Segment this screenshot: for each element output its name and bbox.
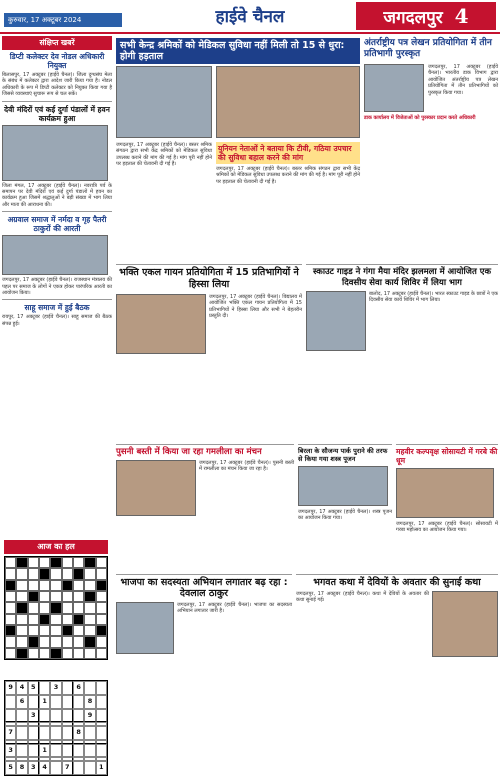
story-8-photo bbox=[432, 591, 498, 657]
side-story-title: अग्रवाल समाज में नर्मदा व गृह पैतरी ठाकुरों की आरती bbox=[7, 215, 107, 234]
sudoku-cell: 7 bbox=[5, 726, 16, 740]
right-story bbox=[364, 38, 498, 121]
sudoku-cell: 6 bbox=[16, 695, 27, 709]
story-3-text: बालोद, 17 अक्टूबर (हाईवे चैनल)। भारत स्काउट गाइड के छात्रों ने एक दिवसीय सेवा कार्य शिविर में भाग लिया। bbox=[369, 291, 498, 304]
sudoku-cell bbox=[5, 709, 16, 723]
side-story-title: डिप्टी कलेक्टर देव नोडल अधिकारी नियुक्त bbox=[9, 52, 105, 70]
story-7 bbox=[116, 574, 292, 657]
story-4 bbox=[116, 444, 294, 519]
sudoku-cell: 6 bbox=[73, 681, 84, 695]
story-5-text: जगदलपुर, 17 अक्टूबर (हाईवे चैनल)। शस्त्र पूजन का आयोजन किया गया। bbox=[298, 509, 392, 522]
lead-headline: सभी केन्द्र श्रमिकों को मेडिकल सुविधा नहीं मिली तो 15 से धुरा: होगी हड़ताल bbox=[116, 38, 360, 64]
side-story-text: जिला मंगल, 17 अक्टूबर (हाईवे चैनल)। नवरात्रि पर्व के समापन पर देवी मंदिरों एवं कई दुर्गा पंडालों में हवन का कार्यक्रम हुआ जिसमें श्रद्धालुओं ने बड़ी संख्या में भाग लिया और माता की आराधना की। bbox=[2, 182, 112, 208]
right-caption: डाक कार्यालय में विजेताओं को पुरस्कार प्रदान करते अधिकारी bbox=[364, 115, 476, 121]
sudoku-cell: 3 bbox=[28, 709, 39, 723]
crossword-title: आज का हल bbox=[4, 540, 108, 554]
sudoku-cell bbox=[5, 695, 16, 709]
story-6-headline: महवीर कल्पवृक्ष सोसायटी में गरबे की धूम bbox=[396, 447, 498, 465]
story-6 bbox=[396, 444, 498, 534]
right-headline: अंतर्राष्ट्रीय पत्र लेखन प्रतियोगिता में तीन प्रतिभागी पुरस्कृत bbox=[364, 38, 492, 59]
sudoku-cell bbox=[39, 681, 50, 695]
side-story-title: साहू समाज में हुई बैठक bbox=[24, 303, 90, 313]
lead-subhead-box bbox=[216, 142, 360, 164]
story-2-headline: भक्ति एकल गायन प्रतियोगिता में 15 प्रतिभागियों ने हिस्सा लिया bbox=[119, 267, 299, 290]
sudoku-cell bbox=[16, 709, 27, 723]
edition-name: जगदलपुर bbox=[383, 8, 443, 28]
side-story-text: रायपुर, 17 अक्टूबर (हाईवे चैनल)। साहू समाज की बैठक संपन्न हुई। bbox=[2, 314, 112, 327]
sudoku-cell: 1 bbox=[39, 695, 50, 709]
story-5-headline: बिरला के सौजन्य पार्क पुराने की तरफ से किया गया शस्त्र पूजन bbox=[298, 447, 388, 463]
story-5-photo bbox=[298, 466, 388, 506]
sudoku-cell bbox=[62, 681, 73, 695]
sudoku-cell: 3 bbox=[5, 744, 16, 758]
right-photo bbox=[364, 64, 424, 112]
crossword-grid bbox=[4, 556, 108, 660]
sudoku-cell: 1 bbox=[39, 744, 50, 758]
story-2-photo bbox=[116, 294, 206, 354]
side-story-title: देवी मंदिरों एवं कई दुर्गा पंडालों में हवन कार्यक्रम हुआ bbox=[4, 104, 110, 123]
sudoku-cell: 1 bbox=[96, 761, 107, 775]
sudoku-cell: 5 bbox=[28, 681, 39, 695]
story-2 bbox=[116, 264, 302, 357]
sudoku-cell bbox=[96, 709, 107, 723]
lead-subhead: युनियन नेताओं ने बताया कि टीवी, गठिया उपचार की सुविधा बहाल करने की मांग bbox=[218, 144, 352, 162]
sudoku-cell: 3 bbox=[50, 681, 61, 695]
story-8-headline: भगवत कथा में देवियों के अवतार की सुनाई कथा bbox=[313, 577, 481, 588]
sudoku-grid bbox=[4, 680, 108, 776]
sudoku-cell bbox=[39, 726, 50, 740]
sudoku-cell bbox=[73, 709, 84, 723]
sudoku-cell bbox=[73, 761, 84, 775]
sudoku-cell bbox=[84, 726, 95, 740]
sudoku-cell bbox=[84, 681, 95, 695]
sudoku-cell bbox=[50, 695, 61, 709]
story-6-photo bbox=[396, 468, 494, 518]
story-8-text: जगदलपुर, 17 अक्टूबर (हाईवे चैनल)। कथा में देवियों के अवतार की कथा सुनाई गई। bbox=[296, 591, 429, 604]
sudoku-cell bbox=[50, 726, 61, 740]
story-4-text: जगदलपुर, 17 अक्टूबर (हाईवे चैनल)। पुसनी बस्ती में रामलीला का मंचन किया जा रहा है। bbox=[199, 460, 294, 473]
story-3-headline: स्काउट गाइड ने गंगा मैया मंदिर झलमला में आयोजित एक दिवसीय सेवा कार्य शिविर में लिया भाग bbox=[312, 267, 492, 288]
lead-text-continued: जगदलपुर, 17 अक्टूबर (हाईवे चैनल)। बस्तर श्रमिक संगठन द्वारा सभी केंद्र श्रमिकों को मेडिकल सुविधा उपलब्ध कराने की मांग की गई है। मांग पूरी नहीं होने पर हड़ताल की चेतावनी दी गई है। bbox=[216, 166, 360, 185]
story-7-headline: भाजपा का सदस्यता अभियान लगातार बढ़ रहा : देवलाल ठाकुर bbox=[120, 577, 288, 599]
sudoku-cell bbox=[84, 761, 95, 775]
sudoku-cell bbox=[50, 709, 61, 723]
side-story-photo bbox=[2, 235, 108, 275]
sudoku-cell bbox=[62, 709, 73, 723]
sudoku-cell: 4 bbox=[39, 761, 50, 775]
story-4-headline: पुसनी बस्ती में किया जा रहा गमलीला का मंचन bbox=[116, 447, 262, 457]
side-story-text: बिलासपुर, 17 अक्टूबर (हाईवे चैनल)। जिला दुग्धसंघ मेला के संबंध में कलेक्टर द्वारा आदेश जारी किया गया है। नोडल अधिकारी के रूप में डिप्टी कलेक्टर को नियुक्त किया गया है जिससे व्यवस्थाएं सुचारू रूप से चल सकें। bbox=[2, 72, 112, 98]
sidebar-header: संक्षिप्त खबरें bbox=[2, 36, 112, 50]
sudoku-cell bbox=[96, 726, 107, 740]
section-title: हाईवे चैनल bbox=[215, 7, 285, 27]
sudoku-cell: 4 bbox=[16, 681, 27, 695]
sudoku-cell bbox=[96, 695, 107, 709]
story-6-text: जगदलपुर, 17 अक्टूबर (हाईवे चैनल)। सोसायटी में गरबा महोत्सव का आयोजन किया गया। bbox=[396, 521, 498, 534]
sudoku-cell bbox=[16, 726, 27, 740]
story-7-text: जगदलपुर, 17 अक्टूबर (हाईवे चैनल)। भाजपा का सदस्यता अभियान लगातार जारी है। bbox=[177, 602, 292, 615]
sudoku-cell bbox=[16, 744, 27, 758]
masthead bbox=[0, 0, 500, 34]
sudoku-cell: 5 bbox=[5, 761, 16, 775]
side-story-text: जगदलपुर, 17 अक्टूबर (हाईवे चैनल)। राजस्थान मंत्रालय की पहल पर समाज के लोगों ने एकत्र होकर पारंपरिक आरती का आयोजन किया। bbox=[2, 277, 112, 297]
crossword bbox=[4, 556, 108, 676]
lead-text: जगदलपुर, 17 अक्टूबर (हाईवे चैनल)। बस्तर श्रमिक संगठन द्वारा सभी केंद्र श्रमिकों को मेडिकल सुविधा उपलब्ध कराने की मांग की गई है। मांग पूरी नहीं होने पर हड़ताल की चेतावनी दी गई है। bbox=[116, 142, 212, 168]
story-2-text: जगदलपुर, 17 अक्टूबर (हाईवे चैनल)। विद्यालय में आयोजित भक्ति एकल गायन प्रतियोगिता में 15 प्रतिभागियों ने हिस्सा लिया और सभी ने बेहतरीन प्रस्तुति दी। bbox=[209, 294, 302, 320]
story-3 bbox=[306, 264, 498, 354]
lead-photo-2 bbox=[216, 66, 360, 138]
sudoku-cell: 7 bbox=[62, 761, 73, 775]
lead-text-col-2 bbox=[216, 166, 360, 185]
sudoku-cell bbox=[96, 681, 107, 695]
sudoku-cell: 9 bbox=[84, 709, 95, 723]
lead-photo bbox=[116, 66, 212, 138]
sudoku-cell: 8 bbox=[16, 761, 27, 775]
story-4-photo bbox=[116, 460, 196, 516]
sudoku-cell bbox=[28, 695, 39, 709]
sudoku-cell: 8 bbox=[73, 726, 84, 740]
right-text: जगदलपुर, 17 अक्टूबर (हाईवे चैनल)। भारतीय डाक विभाग द्वारा आयोजित अंतर्राष्ट्रीय पत्र लेखन प्रतियोगिता में तीन प्रतिभागियों को पुरस्कृत किया गया। bbox=[428, 64, 498, 96]
sudoku-cell bbox=[50, 761, 61, 775]
page-number: 4 bbox=[454, 4, 469, 28]
sudoku-cell bbox=[39, 709, 50, 723]
sudoku-cell bbox=[84, 744, 95, 758]
side-story-photo bbox=[2, 125, 108, 181]
sudoku bbox=[4, 680, 108, 776]
sudoku-cell bbox=[62, 695, 73, 709]
story-8 bbox=[296, 574, 498, 660]
sudoku-cell: 8 bbox=[84, 695, 95, 709]
sudoku-cell bbox=[28, 726, 39, 740]
edition-banner bbox=[356, 2, 496, 30]
story-7-photo bbox=[116, 602, 174, 654]
sudoku-cell bbox=[28, 744, 39, 758]
sudoku-cell bbox=[62, 744, 73, 758]
sudoku-cell bbox=[96, 744, 107, 758]
lead-text-col bbox=[116, 142, 212, 168]
sudoku-cell: 3 bbox=[28, 761, 39, 775]
lead-story bbox=[116, 38, 360, 64]
date-line: कुरुवार, 17 अक्टूबर 2024 bbox=[4, 13, 122, 27]
sudoku-cell bbox=[62, 726, 73, 740]
sudoku-cell bbox=[73, 695, 84, 709]
sudoku-cell: 9 bbox=[5, 681, 16, 695]
sudoku-cell bbox=[50, 744, 61, 758]
story-3-photo bbox=[306, 291, 366, 351]
sudoku-cell bbox=[73, 744, 84, 758]
story-5 bbox=[298, 444, 392, 522]
